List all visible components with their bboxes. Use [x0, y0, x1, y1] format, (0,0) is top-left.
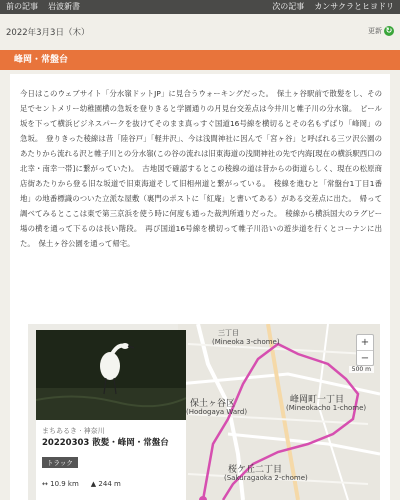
post-title: 峰岡・常盤台 — [14, 55, 69, 65]
track-info-panel[interactable] — [36, 330, 186, 500]
track-tag: トラック — [42, 457, 78, 468]
post-title-bar — [0, 50, 400, 70]
update-button[interactable] — [368, 26, 394, 36]
egret-image — [36, 330, 186, 420]
update-label: 更新 — [368, 27, 382, 35]
map-scale: 500 m — [349, 366, 374, 373]
refresh-icon: ↻ — [385, 26, 393, 35]
post-body: 今日はこのウェブサイト「分水嶺ドットJP」に見合うウォーキングだった。 保土ヶ谷駅前で散髪をし、その足でセントメリー幼稚園横の急坂を登りきると学園通りの月見台交差点は今井川と帷子川の分水嶺。 ピール坂を下って横浜ビジネスパークを抜けてそのまま真っすぐ国道16号線を横切るとその名もずばり「峰岡」の急坂。 登りきった稜線は昔「陸谷戸」「軽井沢」、今は浅間神社に因んで「宮ヶ谷」と呼ばれる三ツ沢公園のあたりから流れる沢と帷子川との分水嶺(この谷の流れは旧東海道の浅間神社の先で内海[現在の横浜駅西口の北幸・南幸一帯]に繋がっていた)。 古地図で確認するとこの稜線の道は昔からの街道らしく、現在の松原商店街あたりから登る旧な坂道で旧東海道そして旧相州道と繋がっている。 稜線を進むと「常盤台1丁目1番地」の地番標識のついた立派な屋敷（裏門のポストに「紅庵」と書いてある）がある交差点に出た。 帰って調べてみるとここは東で第三京浜を使う時に何度も通った裁判所通りだった。 稜線から横浜国大のラグビー場の横を通って下るのは長い階段。 再び国道16号線を横切って帷子川沿いの遊歩道を行くとコーナンに出た。 保土ヶ谷公園を通って帰宅。 — [20, 89, 382, 248]
next-article-link[interactable]: 次の記事 — [272, 2, 305, 11]
map-label-mineoka1-en: (Mineokacho 1-chome) — [286, 404, 367, 412]
route-map[interactable] — [28, 324, 380, 500]
elevation-value: 244 m — [98, 480, 121, 488]
map-label-mineoka3: 三丁目 — [218, 329, 239, 337]
map-label-hodogaya-en: (Hodogaya Ward) — [186, 408, 248, 416]
elevation-icon: ▲ — [90, 480, 97, 488]
distance-value: 10.9 km — [50, 480, 79, 488]
map-label-mineoka3-en: (Mineoka 3-chome) — [212, 338, 280, 346]
track-stats — [42, 480, 121, 488]
zoom-in-button[interactable]: + — [357, 335, 373, 351]
map-label-mineoka1: 峰岡町一丁目 — [290, 395, 345, 405]
egret-photo[interactable] — [36, 330, 186, 420]
post-date: 2022年3月3日（木） — [6, 28, 90, 38]
post-card — [10, 74, 390, 500]
zoom-out-button[interactable]: − — [360, 353, 370, 364]
prev-article-title-link[interactable]: 岩波新書 — [48, 2, 80, 11]
map-zoom-control — [356, 334, 374, 366]
track-subtitle: まちあるき · 神奈川 — [42, 427, 105, 435]
distance-stat — [42, 480, 79, 488]
distance-icon: ↔ — [42, 480, 48, 488]
top-nav-bar — [0, 0, 400, 14]
prev-article-link[interactable]: 前の記事 — [6, 2, 38, 11]
next-article-title-link[interactable]: カンサクラとヒヨドリ — [314, 2, 394, 11]
map-label-sakuragaoka: 桜ケ丘二丁目 — [228, 465, 283, 475]
track-title[interactable]: 20220303 散髪・峰岡・常盤台 — [42, 438, 169, 448]
map-label-sakuragaoka-en: (Sakuragaoka 2-chome) — [224, 474, 308, 482]
elevation-stat — [91, 480, 121, 488]
map-label-hodogaya: 保土ヶ谷区 — [190, 399, 236, 409]
date-bar — [0, 14, 400, 48]
